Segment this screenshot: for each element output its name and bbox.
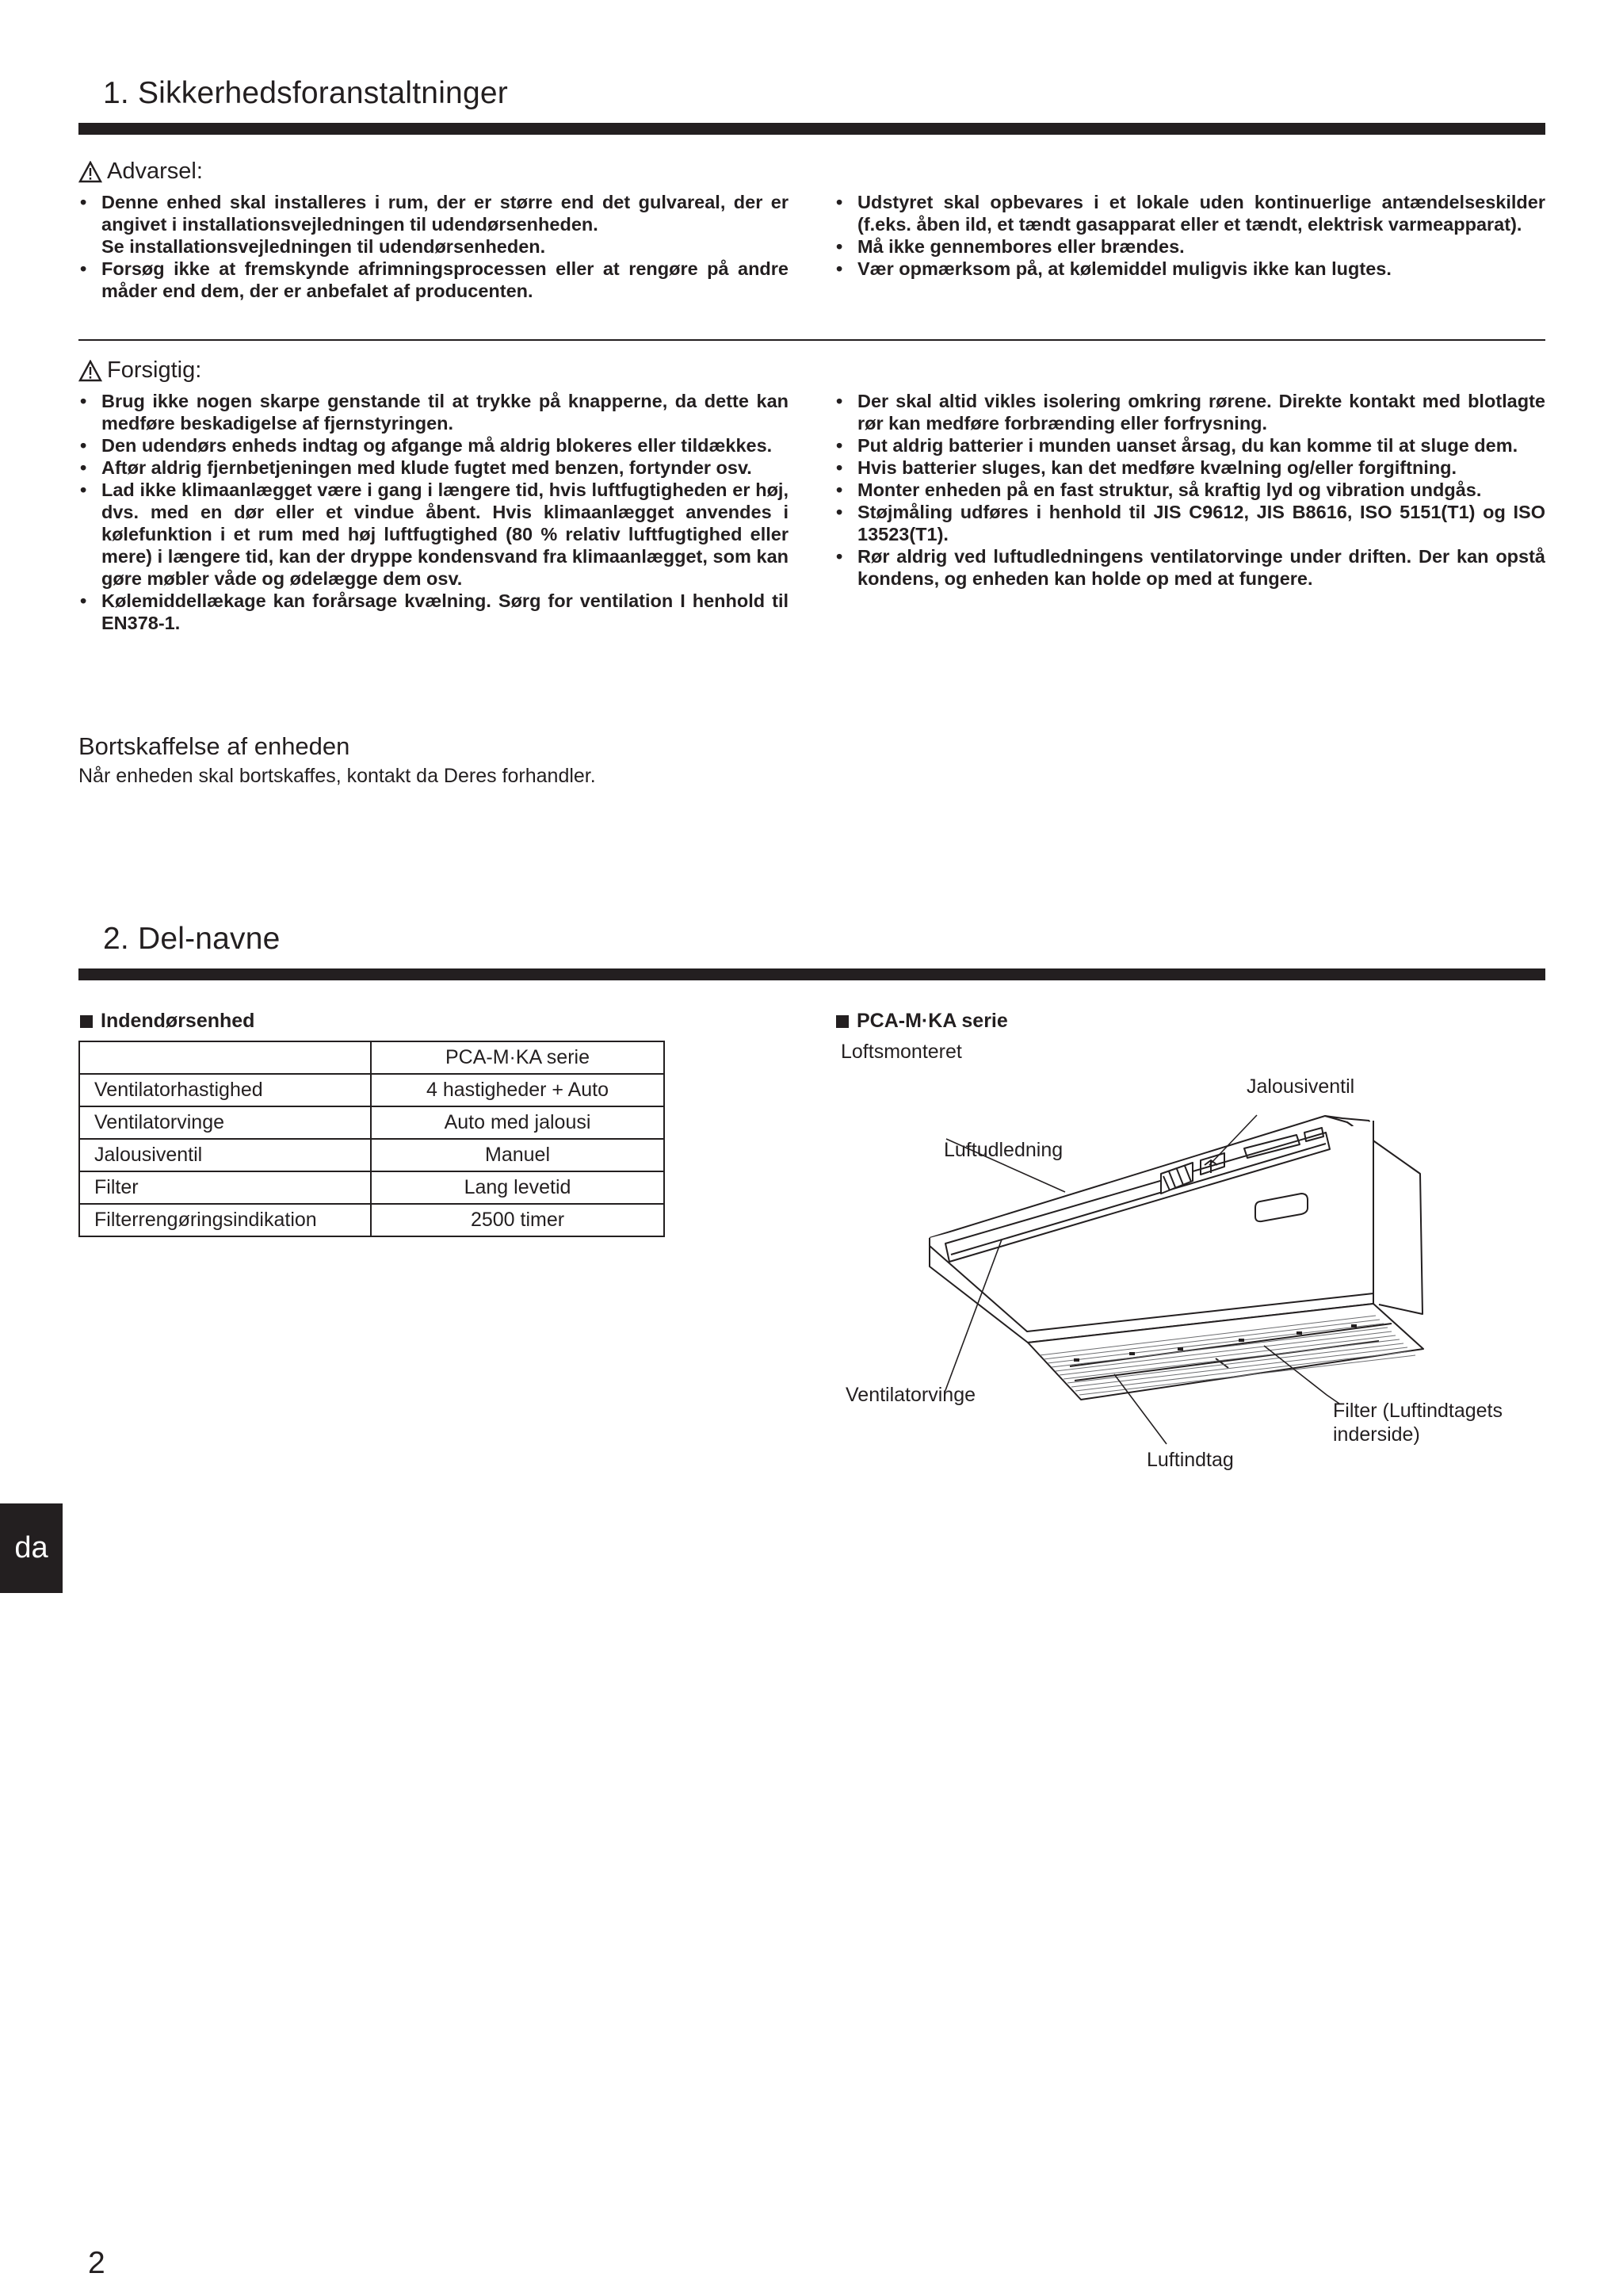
table-cell: Ventilatorvinge <box>79 1106 371 1139</box>
table-cell: 4 hastigheder + Auto <box>371 1074 664 1106</box>
table-cell: Auto med jalousi <box>371 1106 664 1139</box>
warning-list-left <box>78 191 789 302</box>
caution-list-right <box>834 390 1545 590</box>
caution-heading-text: Forsigtig: <box>107 357 202 383</box>
warning-triangle-icon <box>78 161 102 183</box>
language-tab <box>0 1503 63 1593</box>
list-item: • Lad ikke klimaanlægget være i gang i længere tid, hvis luftfugtigheden er høj, dvs. med en dør eller et vindue åbent. Hvis klimaanlægget anvendes i kølefunktion i et rum med høj luftfugtighed (80 % relativ luftfugtighed eller mere) i længere tid, kan der dryppe kondensvand fra klimaanlægget, som kan gøre møbler våde og ødelægge dem osv. <box>78 479 789 590</box>
table-row <box>79 1074 664 1106</box>
list-item: • Den udendørs enheds indtag og afgange må aldrig blokeres eller tildækkes. <box>78 434 789 457</box>
label-filter <box>1333 1399 1503 1446</box>
table-cell: Filterrengøringsindikation <box>79 1204 371 1236</box>
table-header-cell: PCA-M·KA serie <box>371 1041 664 1074</box>
caution-triangle-icon <box>78 360 102 382</box>
list-item: • Put aldrig batterier i munden uanset årsag, du kan komme til at sluge dem. <box>834 434 1545 457</box>
label-air-outlet: Luftudledning <box>944 1139 1064 1161</box>
table-cell: Ventilatorhastighed <box>79 1074 371 1106</box>
list-item: • Brug ikke nogen skarpe genstande til at trykke på knapperne, da dette kan medføre beskadigelse af fjernstyringen. <box>78 390 789 434</box>
section-2-title: 2. Del-navne <box>103 922 281 956</box>
list-item: • Kølemiddellækage kan forårsage kvælning. Sørg for ventilation I henhold til EN378-1. <box>78 590 789 634</box>
label-filter-line2: inderside) <box>1333 1423 1420 1446</box>
list-item: • Aftør aldrig fjernbetjeningen med klude fugtet med benzen, fortynder osv. <box>78 457 789 479</box>
warning-heading-text: Advarsel: <box>107 159 203 184</box>
table-row <box>79 1204 664 1236</box>
table-cell: 2500 timer <box>371 1204 664 1236</box>
square-bullet-icon <box>80 1015 93 1028</box>
list-item: • Forsøg ikke at fremskynde afrimningsprocessen eller at rengøre på andre måder end dem, der er anbefalet af producenten. <box>78 258 789 302</box>
page-number: 2 <box>88 2246 105 2280</box>
figure-heading-text: PCA-M·KA serie <box>857 1010 1008 1032</box>
language-tab-text: da <box>14 1531 48 1564</box>
list-item: • Hvis batterier sluges, kan det medføre kvælning og/eller forgiftning. <box>834 457 1545 479</box>
disposal-title: Bortskaffelse af enheden <box>78 732 350 760</box>
label-filter-line1: Filter (Luftindtagets <box>1333 1400 1503 1422</box>
disposal-text: Når enheden skal bortskaffes, kontakt da Deres forhandler. <box>78 765 596 787</box>
warning-list-right <box>834 191 1545 280</box>
list-item: • Monter enheden på en fast struktur, så kraftig lyd og vibration undgås. <box>834 479 1545 501</box>
table-header-row <box>79 1041 664 1074</box>
list-item: • Udstyret skal opbevares i et lokale uden kontinuerlige antændelseskilder (f.eks. åben ild, et tændt gasapparat eller et tændt, elektrisk varmeapparat). <box>834 191 1545 235</box>
section-1-rule <box>78 123 1545 135</box>
list-item: • Rør aldrig ved luftudledningens ventilatorvinge under driften. Der kan opstå kondens, og enheden kan holde op med at fungere. <box>834 545 1545 590</box>
warning-divider <box>78 339 1545 341</box>
table-cell: Lang levetid <box>371 1171 664 1204</box>
section-1-title: 1. Sikkerhedsforanstaltninger <box>103 76 508 110</box>
list-item: • Må ikke gennembores eller brændes. <box>834 235 1545 258</box>
figure-subheading: Loftsmonteret <box>841 1041 962 1063</box>
label-louver: Jalousiventil <box>1247 1075 1355 1098</box>
list-item: • Denne enhed skal installeres i rum, der er større end det gulvareal, der er angivet i installationsvejledningen til udendørsenheden. Se installationsvejledningen til udendørsenheden. <box>78 191 789 258</box>
list-item: • Der skal altid vikles isolering omkring rørene. Direkte kontakt med blotlagte rør kan medføre forbrænding eller forfrysning. <box>834 390 1545 434</box>
list-item: • Vær opmærksom på, at kølemiddel muligvis ikke kan lugtes. <box>834 258 1545 280</box>
caution-heading <box>78 357 201 384</box>
table-header-cell <box>79 1041 371 1074</box>
table-cell: Jalousiventil <box>79 1139 371 1171</box>
table-cell: Manuel <box>371 1139 664 1171</box>
caution-list-left <box>78 390 789 634</box>
square-bullet-icon <box>836 1015 849 1028</box>
indoor-unit-heading-text: Indendørsenhed <box>101 1010 255 1032</box>
label-vane: Ventilatorvinge <box>846 1384 976 1406</box>
list-item: • Støjmåling udføres i henhold til JIS C9612, JIS B8616, ISO 5151(T1) og ISO 13523(T1). <box>834 501 1545 545</box>
table-row <box>79 1171 664 1204</box>
figure-heading <box>836 1010 1008 1033</box>
table-row <box>79 1106 664 1139</box>
table-cell: Filter <box>79 1171 371 1204</box>
warning-heading <box>78 159 203 185</box>
section-2-rule <box>78 968 1545 980</box>
spec-table <box>78 1041 665 1237</box>
indoor-unit-heading <box>80 1010 254 1033</box>
label-air-intake: Luftindtag <box>1147 1449 1234 1471</box>
table-row <box>79 1139 664 1171</box>
